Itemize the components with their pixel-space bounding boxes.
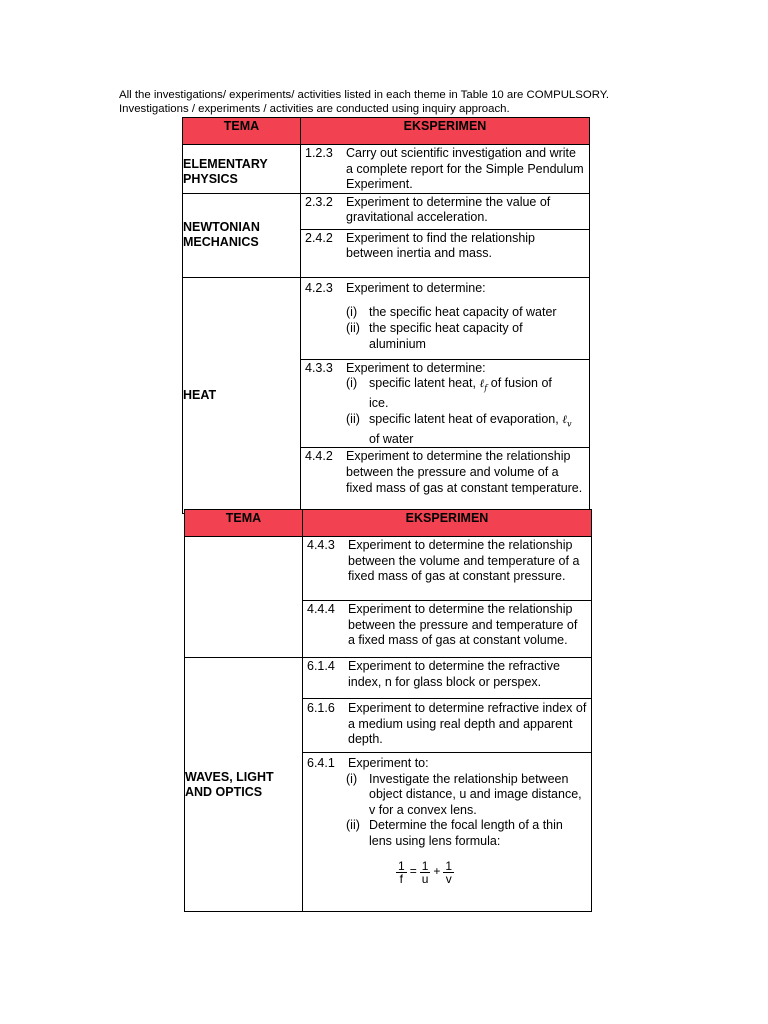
intro-line-2: Investigations / experiments / activities are conducted using inquiry approach. xyxy=(119,102,510,115)
experiment-code: 4.3.3 xyxy=(305,360,333,375)
experiment-cell xyxy=(301,448,590,514)
experiment-code: 1.2.3 xyxy=(305,146,333,160)
table-row xyxy=(183,277,590,359)
experiments-table-2 xyxy=(184,509,592,912)
experiment-text: Experiment to determine the relationship between the pressure and volume of a fixed mass of gas at constant temperature. xyxy=(346,449,583,495)
table-row xyxy=(183,193,590,229)
table-row xyxy=(183,145,590,194)
experiment-text: Experiment to determine: xyxy=(346,280,486,295)
table-row xyxy=(185,537,592,601)
experiment-code: 6.1.4 xyxy=(307,659,335,673)
experiment-cell xyxy=(303,699,592,753)
experiment-cell xyxy=(303,601,592,658)
sub-item: (ii) specific latent heat of evaporation, ℓ$_v$ of water xyxy=(346,411,572,446)
sub-item: (ii) Determine the focal length of a thin lens using lens formula: xyxy=(346,818,563,848)
intro-text xyxy=(119,89,719,116)
experiment-text: Carry out scientific investigation and write a complete report for the Simple Pendulum Experiment. xyxy=(346,146,584,192)
experiments-table-1 xyxy=(182,117,590,514)
experiment-cell xyxy=(301,229,590,277)
sub-item: (i) Investigate the relationship between object distance, u and image distance, v for a convex lens. xyxy=(346,771,582,817)
experiment-code: 4.4.2 xyxy=(305,449,333,464)
intro-line-1: All the investigations/ experiments/ activities listed in each theme in Table 10 are COMPULSORY. xyxy=(119,89,610,101)
experiment-cell xyxy=(303,753,592,912)
header-eksperimen: EKSPERIMEN xyxy=(303,510,592,537)
theme-waves-light-optics: WAVES, LIGHT AND OPTICS xyxy=(185,658,303,912)
theme-newtonian-mechanics: NEWTONIAN MECHANICS xyxy=(183,193,301,277)
sub-item: (ii) the specific heat capacity of aluminium xyxy=(346,320,523,351)
experiment-code: 2.3.2 xyxy=(305,194,333,209)
experiment-code: 4.4.4 xyxy=(307,602,335,616)
experiment-code: 4.4.3 xyxy=(307,538,335,552)
header-eksperimen: EKSPERIMEN xyxy=(301,118,590,145)
experiment-cell xyxy=(301,277,590,359)
table-header-row xyxy=(183,118,590,145)
experiment-code: 6.1.6 xyxy=(307,701,335,715)
experiment-text: Experiment to determine the relationship between the volume and temperature of a fixed mass of gas at constant pressure. xyxy=(348,538,580,584)
latent-heat-symbol: ℓ$_v$ xyxy=(562,411,572,429)
experiment-text: Experiment to: xyxy=(348,756,429,770)
theme-blank xyxy=(185,537,303,658)
header-tema: TEMA xyxy=(183,118,301,145)
lens-formula: $\frac{1}{f}$ = $\frac{1}{u}$ + $\frac{1}{v}$ xyxy=(398,858,453,886)
experiment-code: 4.2.3 xyxy=(305,280,333,295)
table-row xyxy=(185,658,592,699)
experiment-cell xyxy=(301,145,590,194)
sub-item: (i) specific latent heat, ℓ$_f$ of fusion of ice. xyxy=(346,376,552,411)
theme-heat: HEAT xyxy=(183,277,301,514)
theme-elementary-physics: ELEMENTARY PHYSICS xyxy=(183,145,301,194)
experiment-code: 2.4.2 xyxy=(305,230,333,245)
latent-heat-symbol: ℓ$_f$ xyxy=(479,376,488,393)
experiment-text: Experiment to determine the relationship between the pressure and temperature of a fixed mass of gas at constant volume. xyxy=(348,602,578,648)
experiment-text: Experiment to find the relationship between inertia and mass. xyxy=(346,230,535,261)
table-header-row xyxy=(185,510,592,537)
sub-item: (i) the specific heat capacity of water xyxy=(346,305,557,320)
experiment-text: Experiment to determine: xyxy=(346,360,486,375)
experiment-text: Experiment to determine the refractive index, n for glass block or perspex. xyxy=(348,659,560,689)
experiment-cell xyxy=(301,193,590,229)
experiment-cell xyxy=(303,537,592,601)
experiment-cell xyxy=(301,359,590,448)
experiment-text: Experiment to determine refractive index of a medium using real depth and apparent depth. xyxy=(348,701,587,747)
experiment-cell xyxy=(303,658,592,699)
experiment-code: 6.4.1 xyxy=(307,756,335,770)
header-tema: TEMA xyxy=(185,510,303,537)
experiment-text: Experiment to determine the value of gravitational acceleration. xyxy=(346,194,551,225)
